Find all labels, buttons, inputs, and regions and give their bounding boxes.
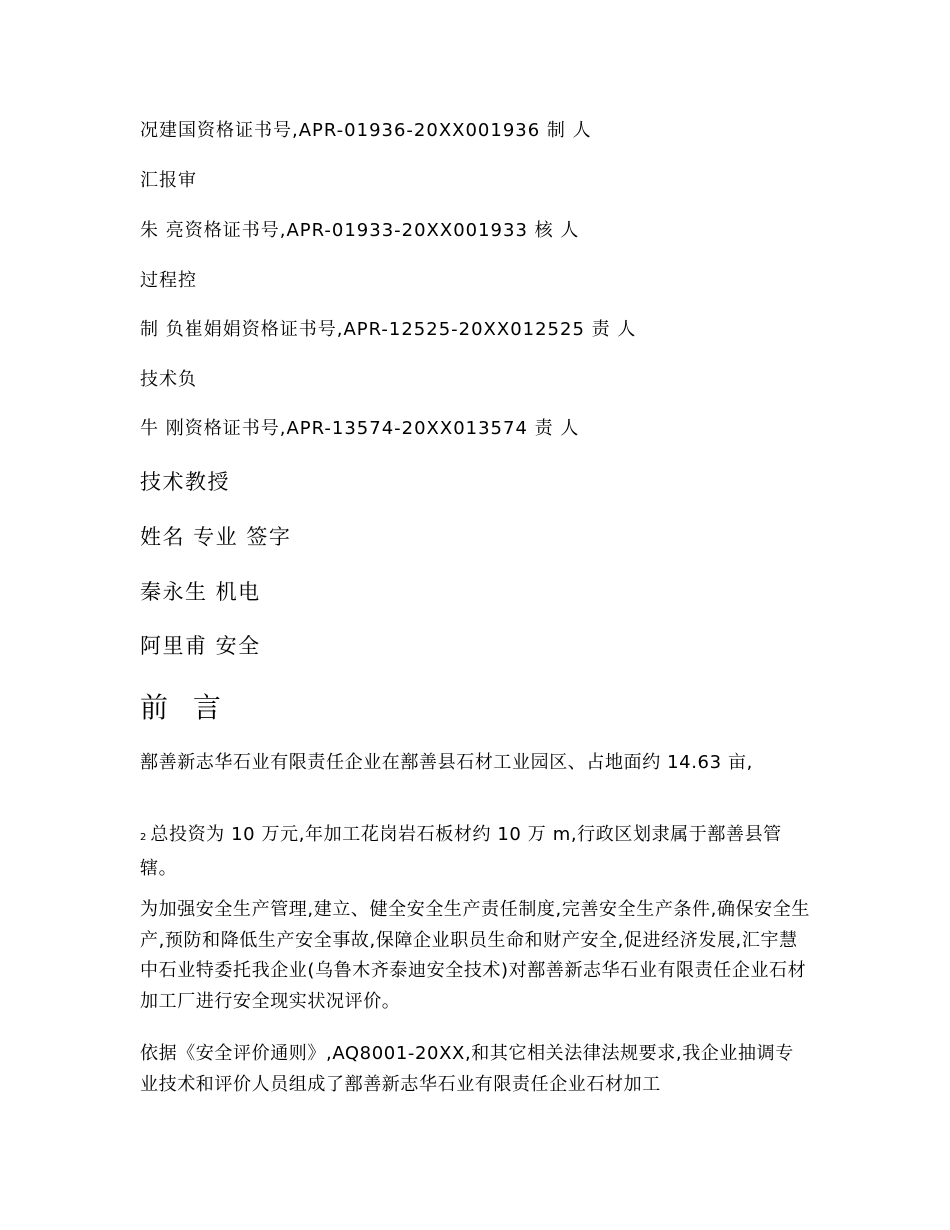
preface-paragraph-4: 依据《安全评价通则》,AQ8001-20XX,和其它相关法律法规要求,我企业抽调专业技术和评价人员组成了鄯善新志华石业有限责任企业石材加工: [140, 1043, 794, 1095]
expert-row: 阿里甫 安全: [140, 634, 261, 658]
superscript-note: 2: [140, 832, 147, 843]
experts-header: 姓名 专业 签字: [140, 525, 292, 549]
expert-row: 秦永生 机电: [140, 580, 261, 604]
preface-paragraph-2-text: 总投资为 10 万元,年加工花岗岩石板材约 10 万 m,行政区划隶属于鄯善县管辖。: [140, 824, 782, 879]
personnel-line: 牛 刚资格证书号,APR-13574-20XX013574 责 人: [140, 418, 580, 439]
preface-heading: 前 言: [140, 691, 229, 724]
personnel-line: 制 负崔娟娟资格证书号,APR-12525-20XX012525 责 人: [140, 319, 637, 340]
personnel-line: 汇报审: [140, 170, 197, 191]
preface-paragraph-2: [140, 820, 812, 884]
preface-paragraph-1: 鄯善新志华石业有限责任企业在鄯善县石材工业园区、占地面约 14.63 亩,: [140, 752, 753, 773]
experts-title: 技术教授: [140, 470, 230, 494]
personnel-line: 过程控: [140, 270, 197, 291]
preface-paragraph-3: 为加强安全生产管理,建立、健全安全生产责任制度,完善安全生产条件,确保安全生产,预防和降低生产安全事故,保障企业职员生命和财产安全,促进经济发展,汇宇慧中石业特委托我企业(乌鲁木齐泰迪安全技术)对鄯善新志华石业有限责任企业石材加工厂进行安全现实状况评价。: [140, 899, 810, 1012]
personnel-line: 况建国资格证书号,APR-01936-20XX001936 制 人: [140, 120, 592, 141]
personnel-line: 技术负: [140, 369, 197, 390]
personnel-line: 朱 亮资格证书号,APR-01933-20XX001933 核 人: [140, 220, 580, 241]
